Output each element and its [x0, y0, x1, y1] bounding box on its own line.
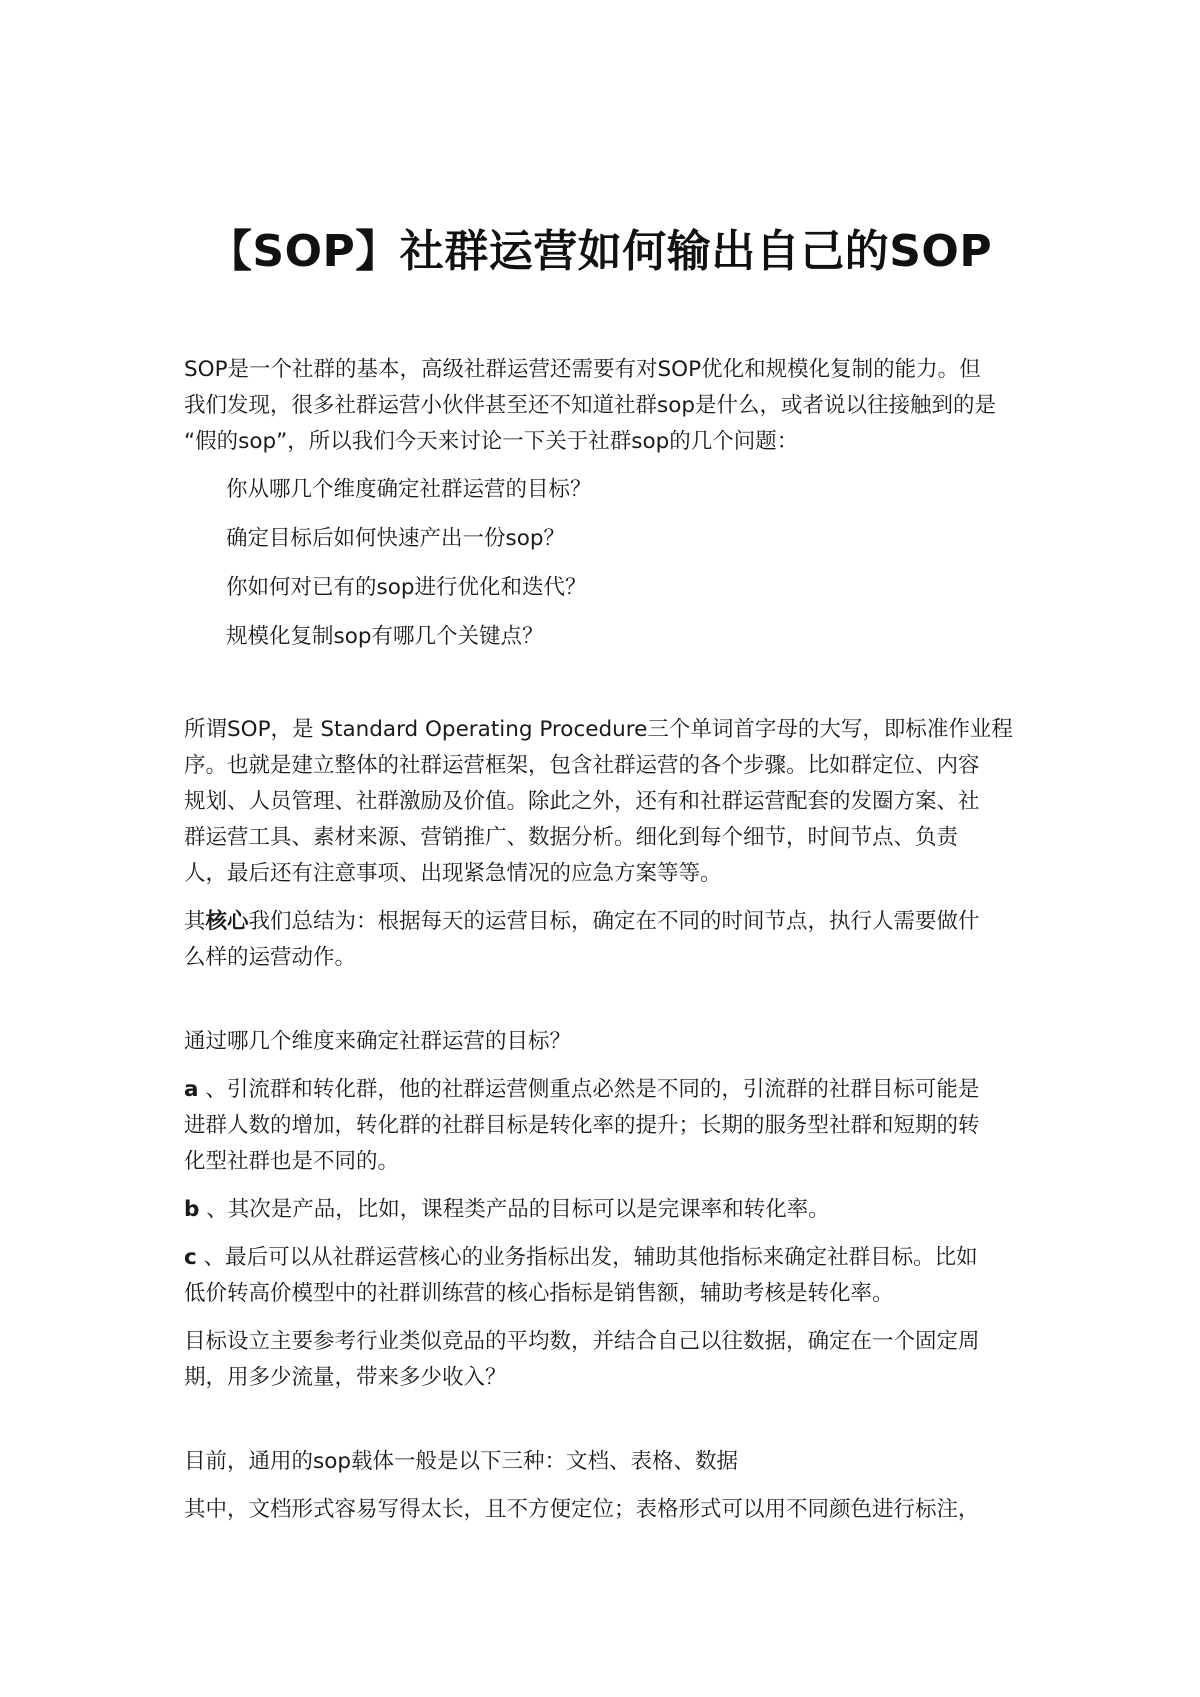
- core-rest: 我们总结为：根据每天的运营目标，确定在不同的时间节点，执行人需要做什: [248, 909, 980, 934]
- question-item: 你如何对已有的sop进行优化和迭代？: [226, 575, 587, 600]
- point-a-line: 进群人数的增加，转化群的社群目标是转化率的提升；长期的服务型社群和短期的转: [184, 1113, 980, 1138]
- question-list: [226, 472, 1029, 655]
- point-c-text: 、最后可以从社群运营核心的业务指标出发，辅助其他指标来确定社群目标。比如: [196, 1245, 978, 1270]
- point-c-paragraph: [184, 1240, 1029, 1312]
- point-a-marker: a: [184, 1077, 199, 1102]
- question-item: 确定目标后如何快速产出一份sop？: [226, 526, 566, 551]
- target-setting-line: 期，用多少流量，带来多少收入？: [184, 1365, 507, 1390]
- intro-line: 我们发现，很多社群运营小伙伴甚至还不知道社群sop是什么，或者说以往接触到的是: [184, 393, 997, 418]
- carrier-detail-paragraph: [184, 1492, 1029, 1528]
- spacer: [184, 1408, 1029, 1444]
- point-b-text: 、其次是产品，比如，课程类产品的目标可以是完课率和转化率。: [199, 1197, 830, 1222]
- dimension-heading: [184, 1024, 1029, 1060]
- core-keyword: 核心: [205, 909, 249, 934]
- point-b-paragraph: [184, 1192, 1029, 1228]
- point-a-line: 化型社群也是不同的。: [184, 1149, 400, 1174]
- core-line: 么样的运营动作。: [184, 945, 357, 970]
- definition-line: 人，最后还有注意事项、出现紧急情况的应急方案等等。: [184, 861, 722, 886]
- point-c-marker: c: [184, 1245, 197, 1270]
- document-body: [184, 352, 1029, 1540]
- point-a-line: [184, 1072, 1029, 1108]
- question-item: 规模化复制sop有哪几个关键点？: [226, 624, 544, 649]
- intro-paragraph: [184, 352, 1029, 460]
- question-item: 你从哪几个维度确定社群运营的目标？: [226, 477, 592, 502]
- core-line: [184, 904, 1029, 940]
- definition-paragraph: [184, 712, 1029, 892]
- point-c-line: 低价转高价模型中的社群训练营的核心指标是销售额，辅助考核是转化率。: [184, 1281, 894, 1306]
- point-a-text: 、引流群和转化群，他的社群运营侧重点必然是不同的，引流群的社群目标可能是: [198, 1077, 980, 1102]
- target-setting-line: 目标设立主要参考行业类似竞品的平均数，并结合自己以往数据，确定在一个固定周: [184, 1329, 980, 1354]
- point-c-line: [184, 1240, 1029, 1276]
- target-setting-paragraph: [184, 1324, 1029, 1396]
- core-paragraph: [184, 904, 1029, 976]
- point-a-paragraph: [184, 1072, 1029, 1180]
- definition-line: 规划、人员管理、社群激励及价值。除此之外，还有和社群运营配套的发圈方案、社: [184, 789, 980, 814]
- spacer: [184, 668, 1029, 712]
- carrier-line: 目前，通用的sop载体一般是以下三种：文档、表格、数据: [184, 1449, 739, 1474]
- definition-line: 群运营工具、素材来源、营销推广、数据分析。细化到每个细节，时间节点、负责: [184, 825, 959, 850]
- carrier-paragraph: [184, 1444, 1029, 1480]
- document-title: 【SOP】社群运营如何输出自己的SOP: [207, 226, 993, 278]
- dimension-heading-text: 通过哪几个维度来确定社群运营的目标？: [184, 1029, 572, 1054]
- intro-line: “假的sop”，所以我们今天来讨论一下关于社群sop的几个问题：: [184, 429, 799, 454]
- definition-line: 所谓SOP，是 Standard Operating Procedure三个单词首字母的大写，即标准作业程: [184, 717, 1013, 742]
- point-b-line: [184, 1192, 1029, 1228]
- definition-line: 序。也就是建立整体的社群运营框架，包含社群运营的各个步骤。比如群定位、内容: [184, 753, 980, 778]
- point-b-marker: b: [184, 1197, 200, 1222]
- carrier-detail-line: 其中，文档形式容易写得太长，且不方便定位；表格形式可以用不同颜色进行标注，: [184, 1497, 980, 1522]
- intro-line: SOP是一个社群的基本，高级社群运营还需要有对SOP优化和规模化复制的能力。但: [184, 357, 981, 382]
- core-prefix: 其: [184, 909, 206, 934]
- spacer: [184, 988, 1029, 1024]
